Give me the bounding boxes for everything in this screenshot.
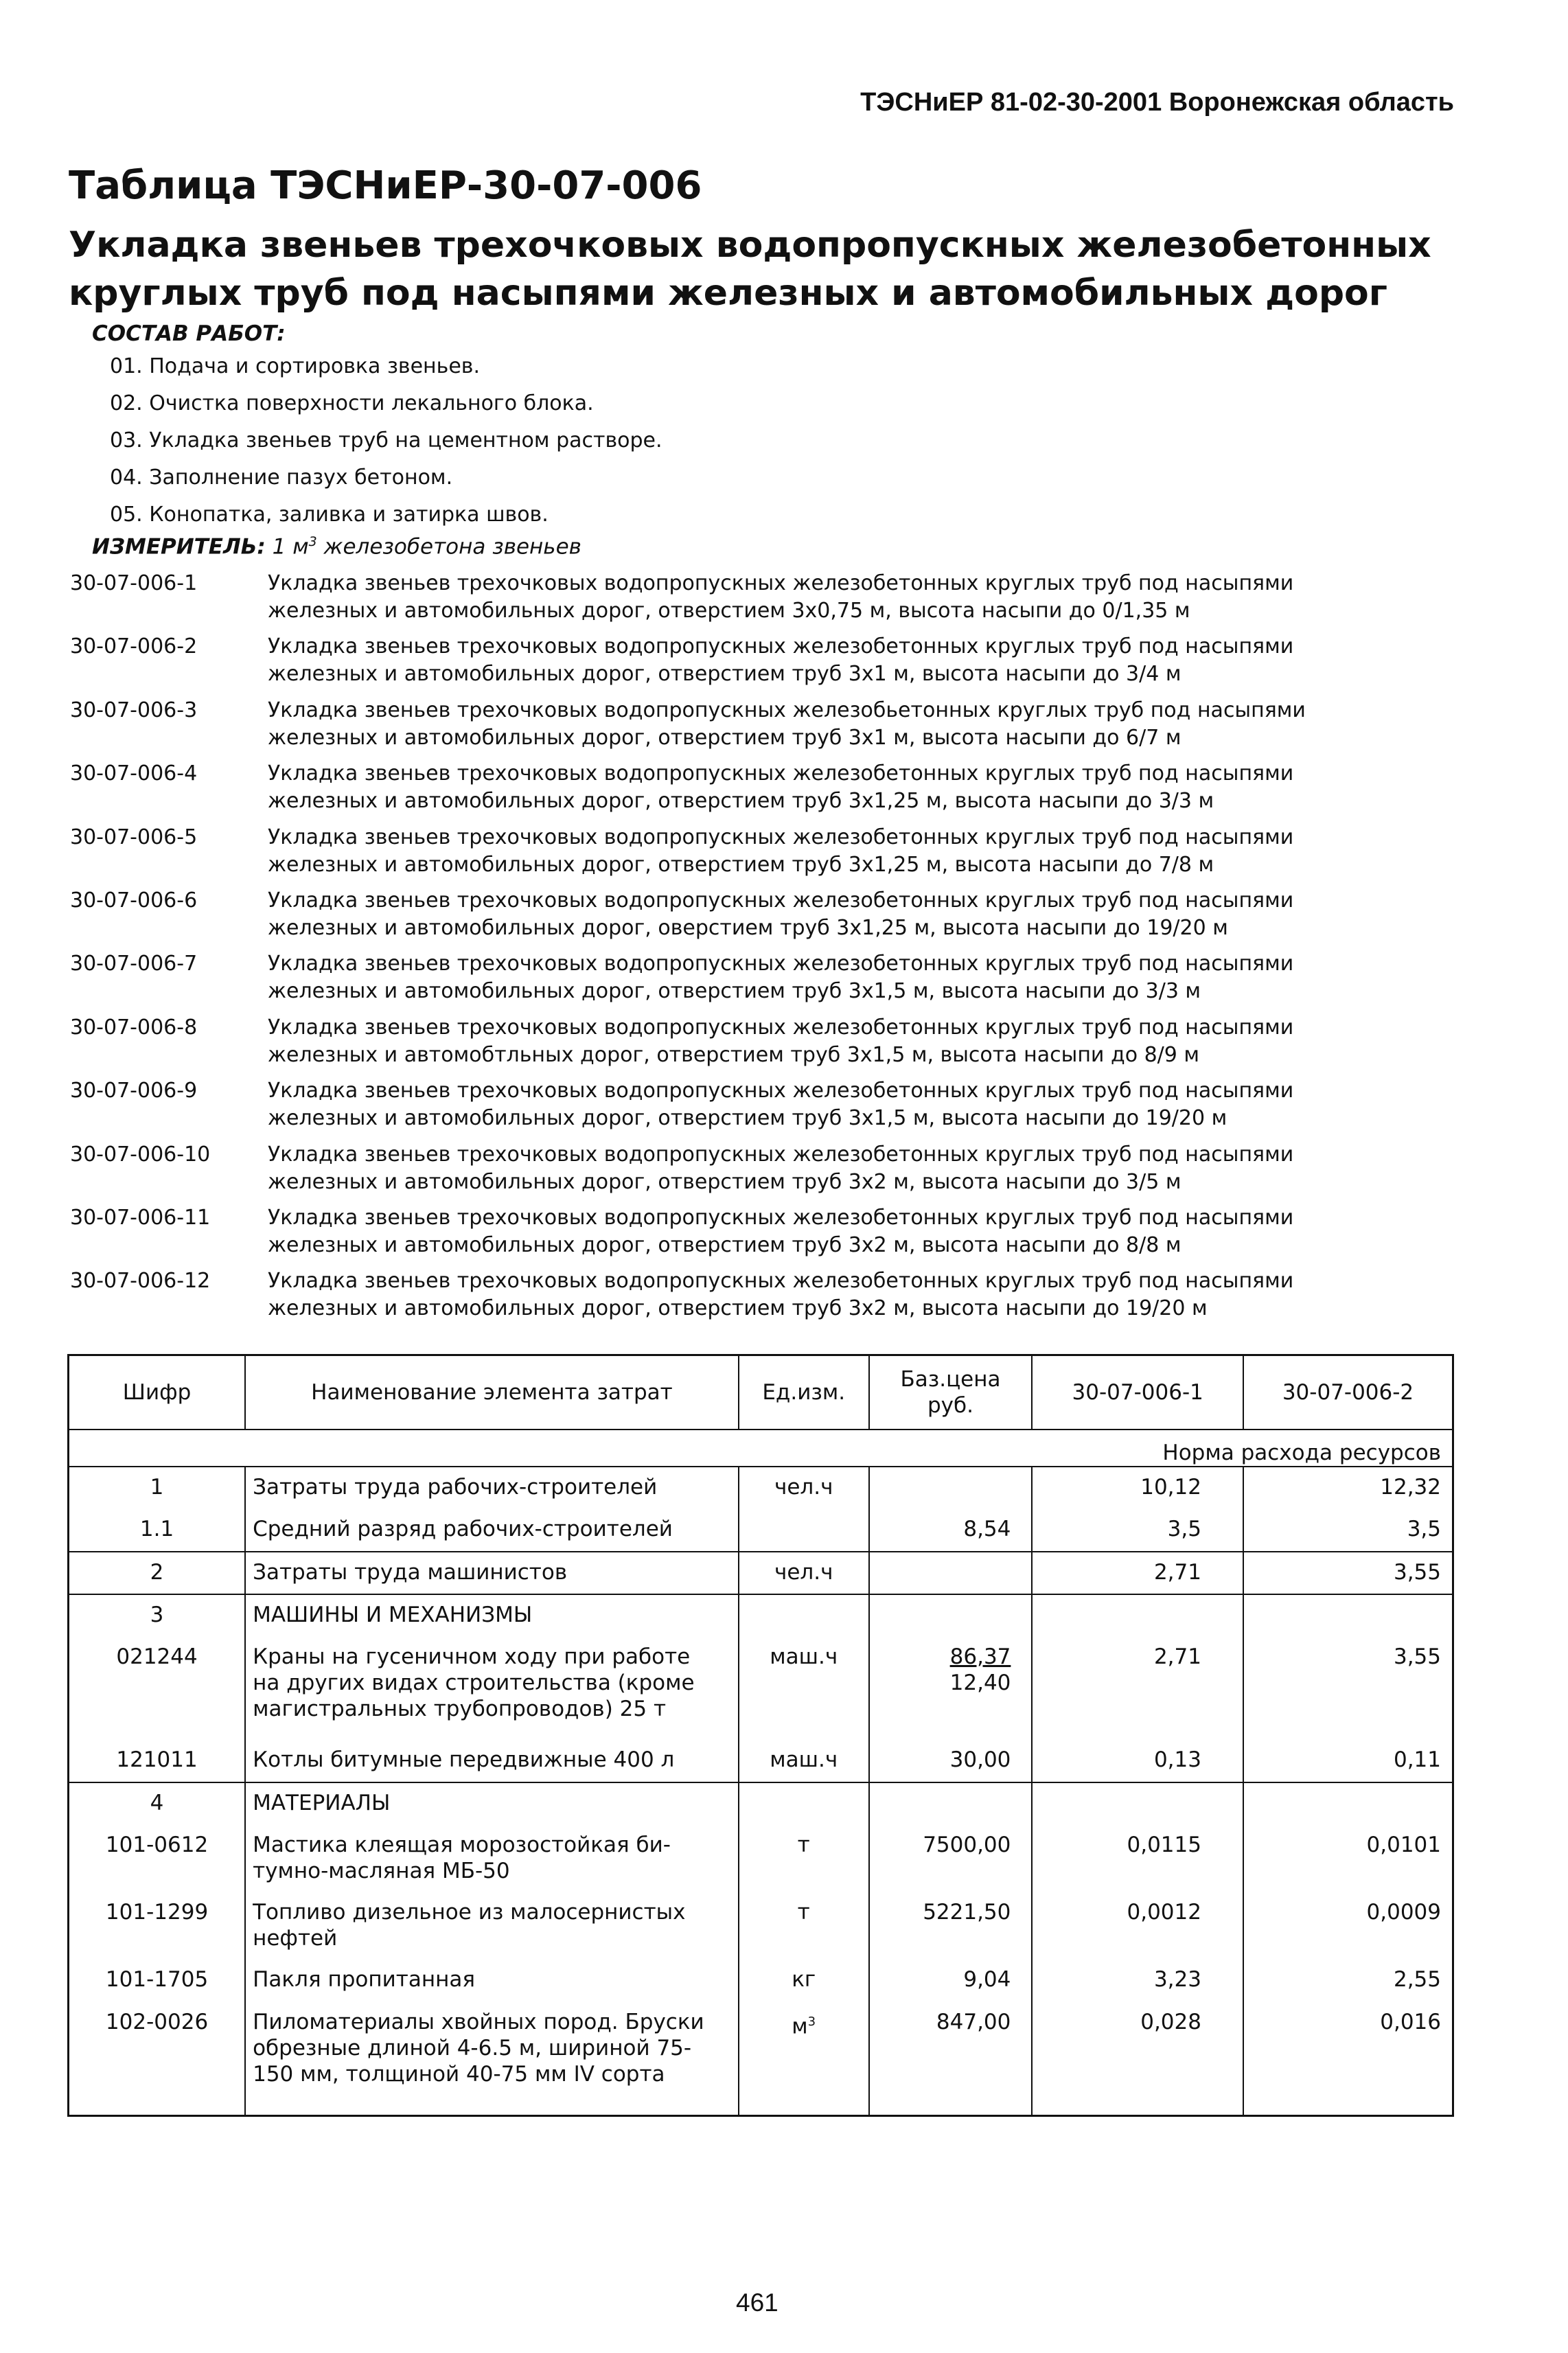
header-price-line: руб. [927,1392,973,1418]
main-title-line: Укладка звеньев трехочковых водопропускных железобетонных [69,225,1431,266]
code-desc-line: железных и автомобильных дорог, отверстием труб 3х1,25 м, высота насыпи до 7/8 м [268,852,1214,877]
row-name [245,1825,739,1892]
code-row [70,1141,1498,1204]
table-row [69,1552,1453,1594]
code-desc-line: Укладка звеньев трехочковых водопропускных железобетонных круглых труб под насыпями [268,952,1294,976]
code-description [268,1204,1498,1267]
row-unit-power: 3 [807,2014,816,2029]
section-name: МАШИНЫ И МЕХАНИЗМЫ [245,1594,739,1637]
document-reference: ТЭСНиЕР 81-02-30-2001 Воронежская область [860,88,1454,117]
header-price [869,1355,1033,1430]
works-item: 03. Укладка звеньев труб на цементном растворе. [110,428,662,452]
row-name-line: 150 мм, толщиной 40-75 мм IV сорта [253,2061,665,2087]
row-unit: маш.ч [739,1637,869,1740]
meter-label: ИЗМЕРИТЕЛЬ: [92,534,266,560]
code-id: 30-07-006-11 [70,1205,211,1230]
row-value-1 [1032,1782,1243,1825]
row-price [869,1594,1033,1637]
row-code: 101-1705 [69,1960,246,2002]
code-row [70,1077,1498,1140]
row-value-2: 3,55 [1243,1552,1453,1594]
code-row [70,760,1498,823]
row-price [869,1637,1033,1740]
code-desc-line: железных и автомобильных дорог, отверстием труб 3х1,5 м, высота насыпи до 3/3 м [268,979,1201,1004]
code-description [268,1077,1498,1140]
row-value-2: 3,55 [1243,1637,1453,1740]
row-price [869,1782,1033,1825]
works-list [110,353,662,538]
code-desc-line: Укладка звеньев трехочковых водопропускных железобетонных круглых труб под насыпями [268,1142,1294,1167]
code-desc-line: железных и автомобильных дорог, оверстием труб 3х1,25 м, высота насыпи до 19/20 м [268,915,1228,940]
row-price: 5221,50 [869,1892,1033,1960]
row-code: 1.1 [69,1509,246,1552]
code-desc-line: Укладка звеньев трехочковых водопропускных железобетонных круглых труб под насыпями [268,1269,1294,1294]
main-title [69,221,1442,317]
code-desc-line: Укладка звеньев трехочковых водопропускных железобетонных круглых труб под насыпями [268,1079,1294,1103]
code-desc-line: железных и автомобильных дорог, отверстием труб 3х2 м, высота насыпи до 3/5 м [268,1169,1181,1194]
row-unit: т [739,1825,869,1892]
section-code: 3 [69,1594,246,1637]
table-row [69,1825,1453,1892]
code-id: 30-07-006-10 [70,1142,211,1167]
row-value-1: 0,13 [1032,1740,1243,1782]
row-unit [739,1782,869,1825]
table-row [69,1637,1453,1740]
code-id: 30-07-006-5 [70,825,198,849]
row-value-1: 2,71 [1032,1552,1243,1594]
header-col1: 30-07-006-1 [1032,1355,1243,1430]
section-code: 4 [69,1782,246,1825]
section-row [69,1594,1453,1637]
code-desc-line: Укладка звеньев трехочковых водопропускных железобетонных круглых труб под насыпями [268,571,1294,595]
resource-table [67,1354,1454,2353]
code-row [70,570,1498,633]
code-id: 30-07-006-3 [70,698,198,722]
code-desc-line: железных и автомобильных дорог, отверстием труб 3х2 м, высота насыпи до 19/20 м [268,1296,1208,1321]
row-name [245,1892,739,1960]
row-code: 102-0026 [69,2002,246,2116]
code-description [268,1014,1498,1077]
row-name: Затраты труда машинистов [245,1552,739,1594]
row-name-line: на других видах строительства (кроме [253,1670,695,1695]
table-row [69,1892,1453,1960]
code-row [70,950,1498,1013]
code-row [70,633,1498,696]
code-description [268,950,1498,1013]
row-unit: т [739,1892,869,1960]
works-item: 05. Конопатка, заливка и затирка швов. [110,503,549,527]
row-code: 101-0612 [69,1825,246,1892]
code-row [70,1267,1498,1331]
norm-row [69,1430,1453,1467]
row-value-2: 0,0101 [1243,1825,1453,1892]
table-row [69,2002,1453,2116]
row-name-line: Мастика клеящая морозостойкая би- [253,1832,671,1857]
row-price [869,1552,1033,1594]
row-name: Котлы битумные передвижные 400 л [245,1740,739,1782]
code-desc-line: железных и автомобильных дорог, отверстием 3х0,75 м, высота насыпи до 0/1,35 м [268,599,1190,623]
table-row [69,1467,1453,1509]
row-unit: кг [739,1960,869,2002]
row-name-line: Краны на гусеничном ходу при работе [253,1644,691,1669]
row-value-1: 3,23 [1032,1960,1243,2002]
row-price: 30,00 [869,1740,1033,1782]
row-name-line: Пиломатериалы хвойных пород. Бруски [253,2009,704,2034]
row-value-2: 3,5 [1243,1509,1453,1552]
row-price: 847,00 [869,2002,1033,2116]
row-value-2: 2,55 [1243,1960,1453,2002]
header-unit: Ед.изм. [739,1355,869,1430]
code-description [268,760,1498,823]
code-id: 30-07-006-6 [70,888,198,912]
code-row [70,1204,1498,1267]
section-row [69,1782,1453,1825]
row-value-2: 0,11 [1243,1740,1453,1782]
main-title-line: круглых труб под насыпями железных и автомобильных дорог [69,273,1387,314]
row-price: 8,54 [869,1509,1033,1552]
code-desc-line: железных и автомобтльных дорог, отверстием труб 3х1,5 м, высота насыпи до 8/9 м [268,1042,1200,1067]
code-desc-line: Укладка звеньев трехочковых водопропускных железобетонных круглых труб под насыпями [268,1015,1294,1040]
row-price-line: 86,37 [949,1644,1011,1669]
row-name-line: магистральных трубопроводов) 25 т [253,1696,667,1721]
row-name [245,1637,739,1740]
page-number: 461 [736,2288,779,2317]
row-name: Средний разряд рабочих-строителей [245,1509,739,1552]
code-id: 30-07-006-2 [70,634,198,659]
code-description [268,1267,1498,1331]
header-code: Шифр [69,1355,246,1430]
header-price-line: Баз.цена [900,1366,1001,1392]
row-price [869,1467,1033,1509]
section-name: МАТЕРИАЛЫ [245,1782,739,1825]
row-name-line: нефтей [253,1925,338,1951]
norm-blank [69,1430,1033,1467]
code-row [70,1014,1498,1077]
norm-label: Норма расхода ресурсов [1032,1430,1453,1467]
code-id: 30-07-006-8 [70,1015,198,1040]
meter-unit-power: 3 [308,534,317,549]
code-id: 30-07-006-1 [70,571,198,595]
row-value-1: 3,5 [1032,1509,1243,1552]
table-row [69,1960,1453,2002]
row-unit-base: м [792,2013,808,2039]
works-item: 02. Очистка поверхности лекального блока. [110,391,594,415]
code-desc-line: Укладка звеньев трехочковых водопропускных железобетонных круглых труб под насыпями [268,1205,1294,1230]
code-description [268,697,1498,760]
code-desc-line: Укладка звеньев трехочковых водопропускных железобетонных круглых труб под насыпями [268,888,1294,912]
code-desc-line: железных и автомобильных дорог, отверстием труб 3х1,5 м, высота насыпи до 19/20 м [268,1106,1227,1131]
code-desc-line: железных и автомобильных дорог, отверстием труб 3х2 м, высота насыпи до 8/8 м [268,1232,1181,1257]
code-desc-line: железных и автомобильных дорог, отверстием труб 3х1 м, высота насыпи до 6/7 м [268,725,1181,750]
row-unit [739,1594,869,1637]
code-desc-line: железных и автомобильных дорог, отверстием труб 3х1,25 м, высота насыпи до 3/3 м [268,789,1214,814]
header-name: Наименование элемента затрат [245,1355,739,1430]
row-code: 2 [69,1552,246,1594]
works-item: 01. Подача и сортировка звеньев. [110,354,481,378]
row-value-1: 0,0012 [1032,1892,1243,1960]
row-value-1: 10,12 [1032,1467,1243,1509]
code-description [268,633,1498,696]
row-value-2: 0,016 [1243,2002,1453,2116]
row-value-1 [1032,1594,1243,1637]
code-row [70,697,1498,760]
code-id: 30-07-006-7 [70,952,198,976]
row-name-line: обрезные длиной 4-6.5 м, шириной 75- [253,2035,692,2061]
code-desc-line: Укладка звеньев трехочковых водопропускных железобетонных круглых труб под насыпями [268,761,1294,786]
row-code: 1 [69,1467,246,1509]
row-price: 7500,00 [869,1825,1033,1892]
row-value-2 [1243,1594,1453,1637]
table-row [69,1740,1453,1782]
code-row [70,824,1498,887]
code-description [268,570,1498,633]
header-col2: 30-07-006-2 [1243,1355,1453,1430]
row-value-1: 0,0115 [1032,1825,1243,1892]
code-id: 30-07-006-12 [70,1269,211,1294]
row-code: 101-1299 [69,1892,246,1960]
row-value-2: 0,0009 [1243,1892,1453,1960]
table-row [69,1509,1453,1552]
row-unit: маш.ч [739,1740,869,1782]
code-id: 30-07-006-9 [70,1079,198,1103]
meter-unit-rest: железобетона звеньев [316,534,581,560]
row-unit [739,2002,869,2116]
row-value-1: 0,028 [1032,2002,1243,2116]
meter-line [92,534,581,559]
row-unit: чел.ч [739,1552,869,1594]
row-value-2 [1243,1782,1453,1825]
code-desc-line: железных и автомобильных дорог, отверстием труб 3х1 м, высота насыпи до 3/4 м [268,662,1181,687]
works-heading: СОСТАВ РАБОТ: [92,321,286,346]
code-description [268,824,1498,887]
code-desc-line: Укладка звеньев трехочковых водопропускных железобетонных круглых труб под насыпями [268,825,1294,849]
row-value-1: 2,71 [1032,1637,1243,1740]
table-title: Таблица ТЭСНиЕР-30-07-006 [69,163,702,208]
code-desc-line: Укладка звеньев трехочковых водопропускных железобьетонных круглых труб под насыпями [268,698,1306,722]
row-name: Пакля пропитанная [245,1960,739,2002]
works-item: 04. Заполнение пазух бетоном. [110,466,453,490]
row-code: 021244 [69,1637,246,1740]
row-name: Затраты труда рабочих-строителей [245,1467,739,1509]
row-name-line: тумно-масляная МБ-50 [253,1858,510,1883]
code-desc-line: Укладка звеньев трехочковых водопропускных железобетонных круглых труб под насыпями [268,634,1294,659]
row-code: 121011 [69,1740,246,1782]
row-price: 9,04 [869,1960,1033,2002]
code-row [70,887,1498,950]
meter-unit: 1 м [272,534,309,560]
row-name-line: Топливо дизельное из малосернистых [253,1899,686,1925]
code-description [268,887,1498,950]
row-value-2: 12,32 [1243,1467,1453,1509]
row-price-line: 12,40 [949,1670,1011,1695]
row-name [245,2002,739,2116]
code-id: 30-07-006-4 [70,761,198,786]
code-description [268,1141,1498,1204]
row-unit [739,1509,869,1552]
code-list [70,570,1498,1331]
row-unit: чел.ч [739,1467,869,1509]
